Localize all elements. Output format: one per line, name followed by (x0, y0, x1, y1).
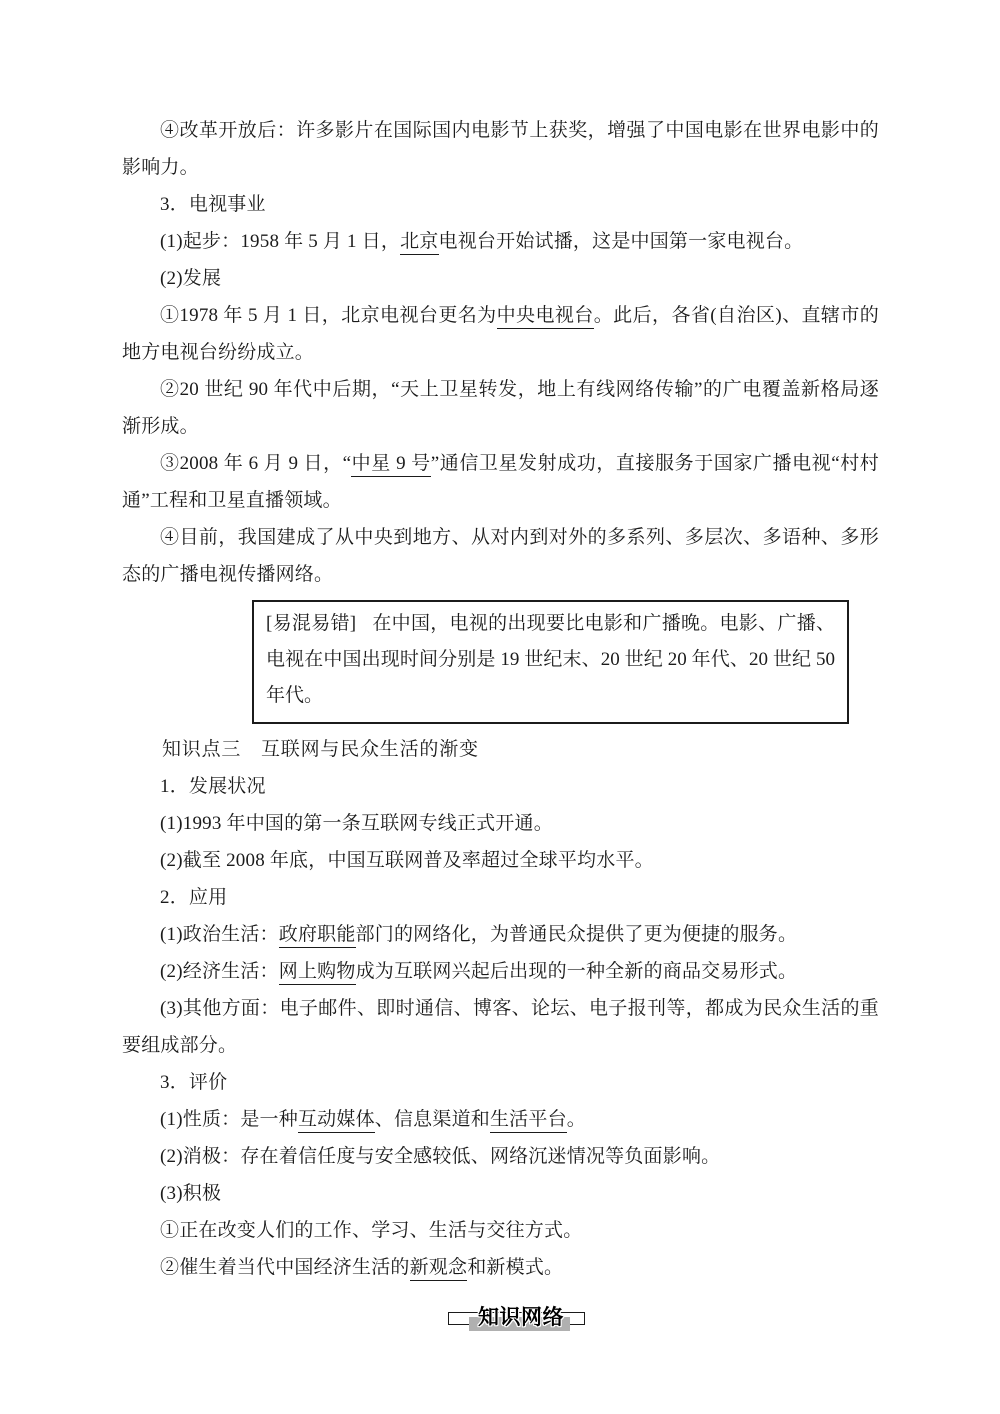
text-run: 3．评价 (160, 1072, 228, 1093)
text-run: ②20 世纪 90 年代中后期，“天上卫星转发，地上有线网络传输”的广电覆盖新格局逐渐形成。 (122, 379, 879, 437)
mixup-alert-text: 在中国，电视的出现要比电影和广播晚。电影、广播、电视在中国出现时间分别是 19 世纪末、20 世纪 20 年代、20 世纪 50 年代。 (266, 613, 835, 706)
text-run: 和新模式。 (467, 1257, 564, 1278)
paragraph (122, 1249, 879, 1286)
paragraph (122, 768, 879, 805)
paragraph (122, 805, 879, 842)
text-run: (1)性质：是一种 (160, 1109, 298, 1130)
mixup-alert-paragraph (266, 606, 835, 714)
paragraph (122, 223, 879, 260)
paragraph (122, 953, 879, 990)
paragraph (122, 519, 879, 593)
mixup-alert-box (252, 600, 849, 724)
text-run: 部门的网络化，为普通民众提供了更为便捷的服务。 (355, 924, 798, 945)
paragraph (122, 371, 879, 445)
text-run: (1)政治生活： (160, 924, 279, 945)
text-run: (3)积极 (160, 1183, 222, 1204)
paragraph (122, 1138, 879, 1175)
knowledge-network-banner (448, 1300, 588, 1336)
underlined-term: 中星 9 号 (351, 453, 430, 477)
underlined-term: 政府职能 (279, 924, 356, 948)
text-run: 3．电视事业 (160, 194, 266, 215)
text-run: ②催生着当代中国经济生活的 (160, 1257, 410, 1278)
text-run: ④改革开放后：许多影片在国际国内电影节上获奖，增强了中国电影在世界电影中的影响力。 (122, 120, 879, 178)
text-run: 知识点三 互联网与民众生活的渐变 (162, 739, 479, 760)
underlined-term: 网上购物 (279, 961, 356, 985)
text-run: ③2008 年 6 月 9 日，“ (160, 453, 352, 474)
paragraph (122, 112, 879, 186)
text-run: 1．发展状况 (160, 776, 266, 797)
text-run: ”通信卫星发射成功，直接服务于国家广播电视“村村通”工程和卫星直播领域。 (122, 453, 879, 511)
paragraph (122, 297, 879, 371)
paragraph (122, 990, 879, 1064)
text-run: ①1978 年 5 月 1 日，北京电视台更名为 (160, 305, 497, 326)
text-run: (2)截至 2008 年底，中国互联网普及率超过全球平均水平。 (160, 850, 654, 871)
underlined-term: 北京 (400, 231, 438, 255)
paragraph (122, 1064, 879, 1101)
text-run: (2)发展 (160, 268, 222, 289)
underlined-term: 新观念 (410, 1257, 468, 1281)
text-run: 2．应用 (160, 887, 228, 908)
paragraph (122, 916, 879, 953)
paragraph (122, 1212, 879, 1249)
paragraph (122, 1101, 879, 1138)
text-run: (1)1993 年中国的第一条互联网专线正式开通。 (160, 813, 553, 834)
document-body (122, 112, 879, 1336)
text-run: 电视台开始试播，这是中国第一家电视台。 (438, 231, 804, 252)
underlined-term: 生活平台 (490, 1109, 567, 1133)
text-run: ④目前，我国建成了从中央到地方、从对内到对外的多系列、多层次、多语种、多形态的广播电视传播网络。 (122, 527, 879, 585)
text-run: ①正在改变人们的工作、学习、生活与交往方式。 (160, 1220, 583, 1241)
paragraph (122, 842, 879, 879)
text-run: (2)经济生活： (160, 961, 279, 982)
underlined-term: 互动媒体 (298, 1109, 375, 1133)
mixup-alert-label: [易混易错] (266, 613, 357, 634)
paragraph (122, 879, 879, 916)
paragraph (122, 260, 879, 297)
text-run: (1)起步：1958 年 5 月 1 日， (160, 231, 401, 252)
text-run: 。此后，各省(自治区)、直辖市的地方电视台纷纷成立。 (122, 305, 879, 363)
paragraph (122, 186, 879, 223)
text-run: 。 (566, 1109, 586, 1130)
paragraph (122, 445, 879, 519)
section-heading (122, 731, 879, 768)
text-run: (2)消极：存在着信任度与安全感较低、网络沉迷情况等负面影响。 (160, 1146, 721, 1167)
text-run: 、信息渠道和 (374, 1109, 490, 1130)
paragraph (122, 1175, 879, 1212)
banner-title: 知识网络 (478, 1306, 564, 1329)
text-run: (3)其他方面：电子邮件、即时通信、博客、论坛、电子报刊等，都成为民众生活的重要组成部分。 (122, 998, 879, 1056)
underlined-term: 中央电视台 (497, 305, 594, 329)
text-run: 成为互联网兴起后出现的一种全新的商品交易形式。 (355, 961, 798, 982)
